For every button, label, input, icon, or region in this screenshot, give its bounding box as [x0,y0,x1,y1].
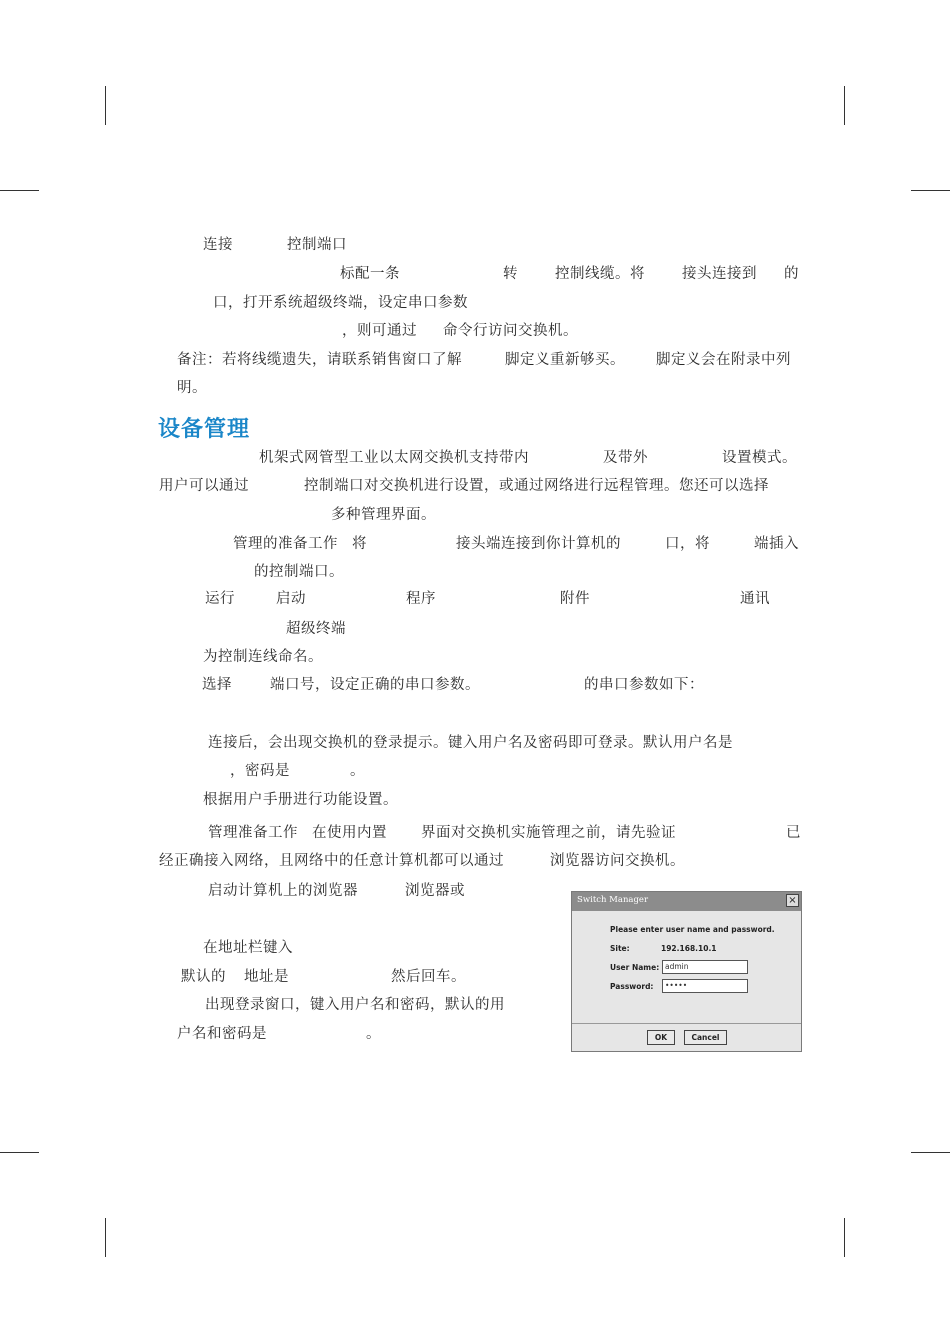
text-fragment: 通讯 [740,591,770,607]
text-fragment: 浏览器访问交换机。 [550,853,685,869]
crop-mark-br-h [911,1152,950,1153]
login-dialog [571,891,802,1052]
text-fragment: 界面对交换机实施管理之前，请先验证 [421,825,676,841]
text-fragment: 选择 [202,677,232,693]
text-fragment: 连接后，会出现交换机的登录提示。键入用户名及密码即可登录。默认用户名是 [208,735,733,751]
text-fragment: 地址是 [244,969,289,985]
text-fragment: ，则可通过 [342,323,417,339]
note-text: 备注：若将线缆遗失，请联系销售窗口了解 [177,352,462,368]
text-fragment: 管理准备工作 [208,825,298,841]
ok-button[interactable]: OK [647,1030,675,1045]
note-text: 明。 [177,380,207,396]
text-fragment: 命令行访问交换机。 [443,323,578,339]
text-fragment: 控制端口对交换机进行设置，或通过网络进行远程管理。您还可以选择 [304,478,769,494]
section-heading: 设备管理 [158,417,251,442]
text-fragment: 出现登录窗口，键入用户名和密码，默认的用 [205,997,505,1013]
text-fragment: 。 [350,763,365,779]
text-fragment: 的 [784,266,799,282]
text-fragment: 程序 [406,591,436,607]
text-fragment: ，密码是 [230,763,290,779]
text-fragment: 经正确接入网络，且网络中的任意计算机都可以通过 [159,853,504,869]
text-fragment: 口，打开系统超级终端，设定串口参数 [213,295,468,311]
text-fragment: 户名和密码是 [177,1026,267,1042]
text-fragment: 控制端口 [287,237,347,253]
text-fragment: 连接 [203,237,233,253]
crop-mark-tl-h [0,190,39,191]
text-fragment: 运行 [205,591,235,607]
crop-mark-bl-v [105,1218,106,1257]
password-label: Password: [610,982,654,991]
close-icon[interactable]: × [786,894,799,907]
text-fragment: 的串口参数如下： [584,677,704,693]
text-fragment: 接头连接到 [682,266,757,282]
note-text: 脚定义会在附录中列 [656,352,791,368]
text-fragment: 设置模式。 [722,450,797,466]
text-fragment: 启动 [276,591,306,607]
text-fragment: 控制线缆。将 [555,266,645,282]
text-fragment: 的控制端口。 [254,564,344,580]
text-fragment: 端口号，设定正确的串口参数。 [270,677,480,693]
dialog-title: Switch Manager [577,895,649,905]
text-fragment: 根据用户手册进行功能设置。 [203,792,398,808]
text-fragment: 转 [503,266,518,282]
text-fragment: 多种管理界面。 [331,507,436,523]
crop-mark-br-v [844,1218,845,1257]
dialog-divider [572,1023,801,1024]
text-fragment: 默认的 [181,969,226,985]
text-fragment: 。 [366,1026,381,1042]
password-input[interactable]: ••••• [662,979,748,993]
text-fragment: 附件 [560,591,590,607]
text-fragment: 启动计算机上的浏览器 [208,883,358,899]
text-fragment: 端插入 [754,536,799,552]
text-fragment: 在使用内置 [312,825,387,841]
text-fragment: 标配一条 [340,266,400,282]
text-fragment: 用户可以通过 [159,478,249,494]
text-fragment: 管理的准备工作 [233,536,338,552]
text-fragment: 然后回车。 [391,969,466,985]
text-fragment: 浏览器或 [405,883,465,899]
note-text: 脚定义重新够买。 [505,352,625,368]
cancel-button[interactable]: Cancel [684,1030,727,1045]
dialog-prompt: Please enter user name and password. [610,925,775,934]
text-fragment: 口，将 [665,536,710,552]
text-fragment: 在地址栏键入 [203,940,293,956]
crop-mark-tl-v [105,86,106,125]
user-name-input[interactable]: admin [662,960,748,974]
crop-mark-bl-h [0,1152,39,1153]
dialog-titlebar [572,892,801,911]
crop-mark-tr-h [911,190,950,191]
site-value: 192.168.10.1 [661,944,717,953]
crop-mark-tr-v [844,86,845,125]
text-fragment: 已 [786,825,801,841]
site-label: Site: [610,944,630,953]
text-fragment: 为控制连线命名。 [203,649,323,665]
text-fragment: 超级终端 [286,621,346,637]
text-fragment: 将 [352,536,367,552]
text-fragment: 机架式网管型工业以太网交换机支持带内 [259,450,529,466]
text-fragment: 及带外 [603,450,648,466]
text-fragment: 接头端连接到你计算机的 [456,536,621,552]
user-name-label: User Name: [610,963,660,972]
